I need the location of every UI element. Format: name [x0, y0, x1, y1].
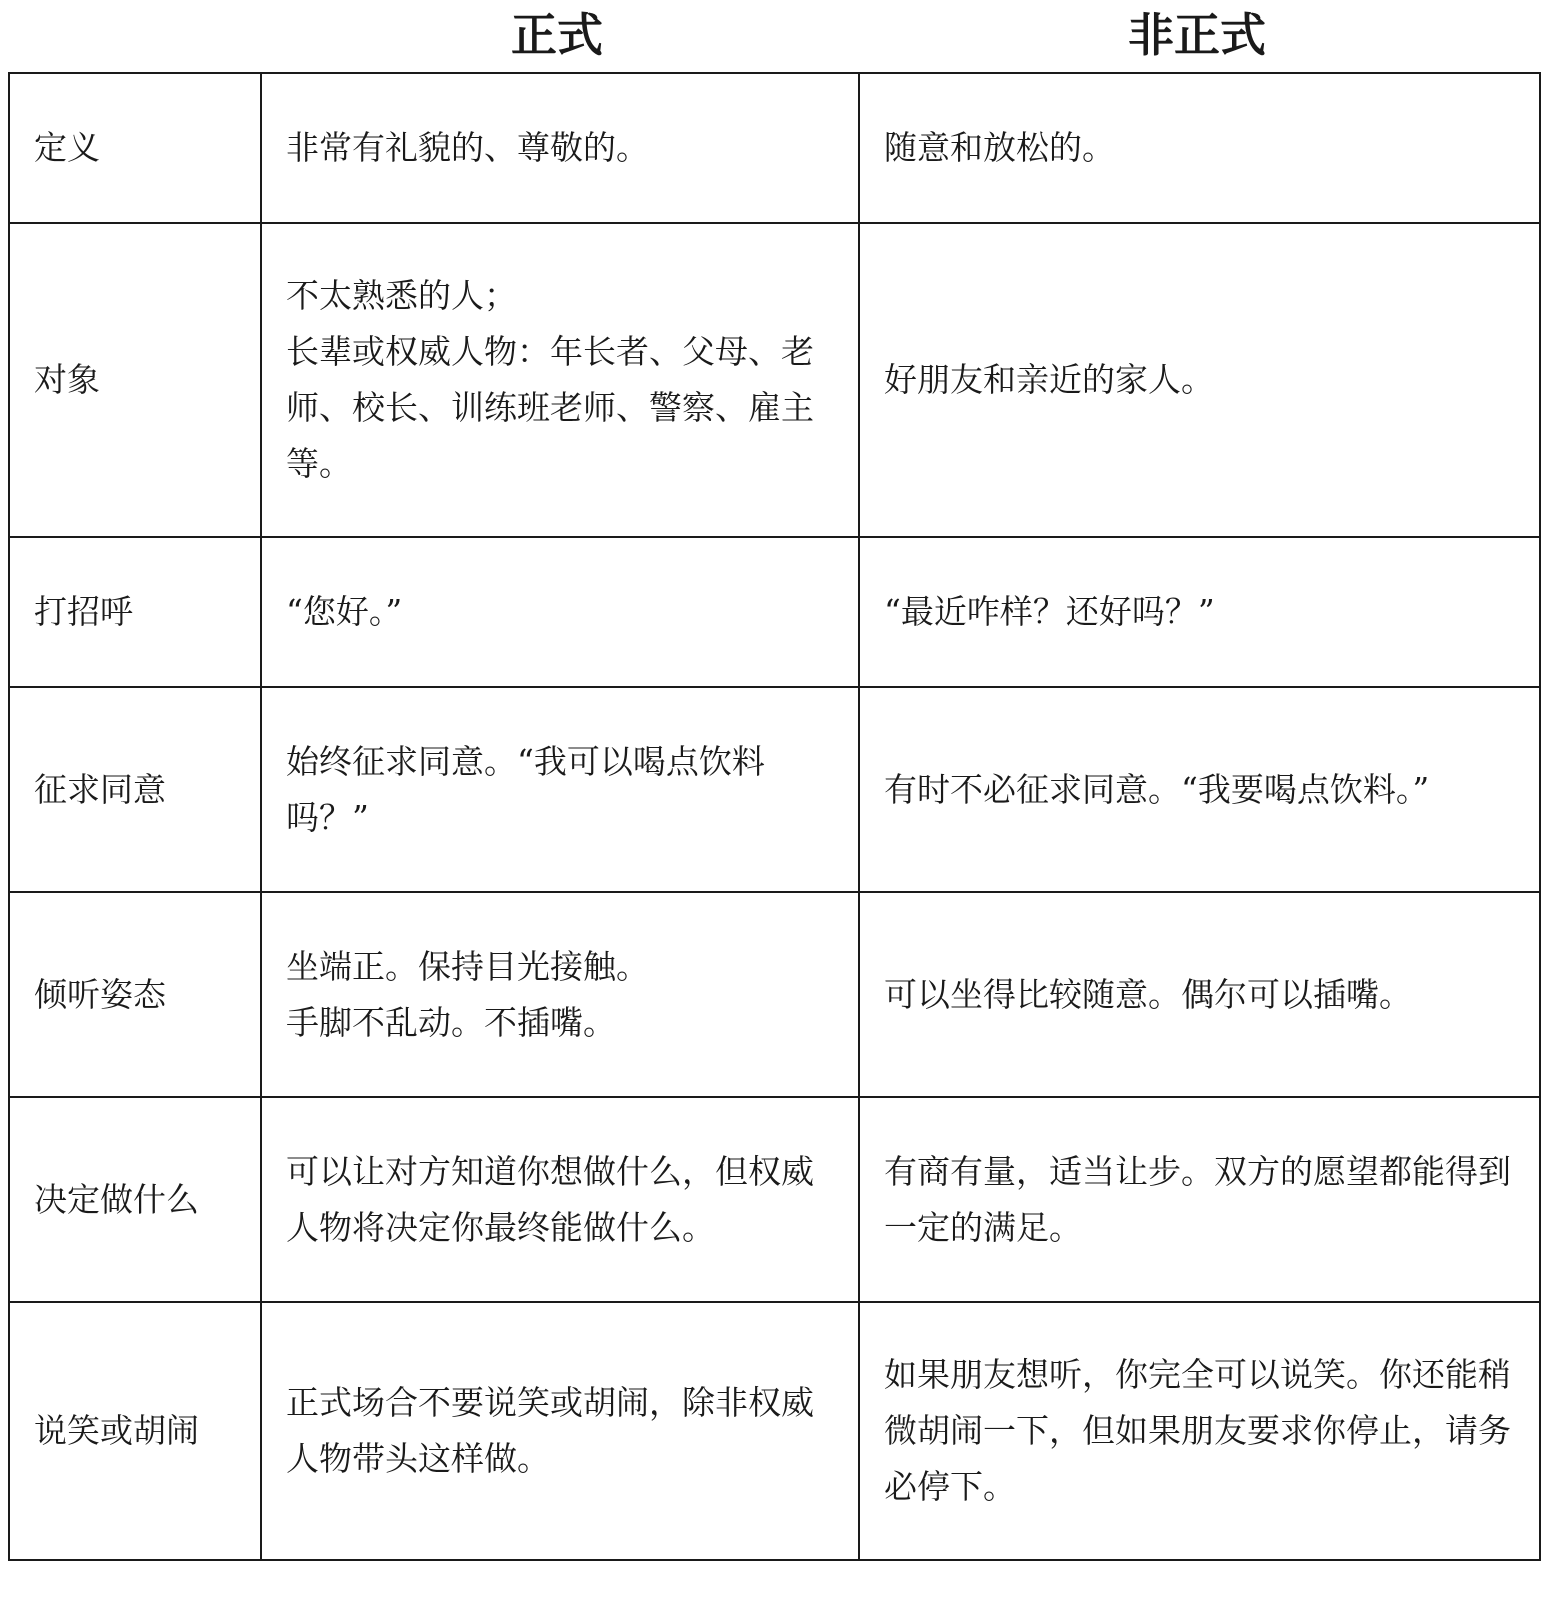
informal-cell [859, 223, 1540, 537]
cell-text: “最近咋样？还好吗？” [884, 592, 1215, 631]
informal-cell [859, 1097, 1540, 1302]
row-label: 决定做什么 [9, 1097, 261, 1302]
row-label: 打招呼 [9, 537, 261, 687]
formal-cell [261, 223, 859, 537]
row-label: 说笑或胡闹 [9, 1302, 261, 1560]
cell-text: 随意和放松的。 [884, 128, 1115, 167]
cell-text: 有商有量，适当让步。双方的愿望都能得到一定的满足。 [884, 1151, 1511, 1247]
informal-cell [859, 73, 1540, 223]
formal-cell [261, 1097, 859, 1302]
comparison-table [8, 72, 1541, 1561]
table-row-listening [9, 892, 1540, 1097]
column-header-formal: 正式 [511, 8, 603, 62]
cell-text: 不太熟悉的人； [286, 276, 517, 315]
cell-text: 长辈或权威人物：年长者、父母、老师、校长、训练班老师、警察、雇主等。 [286, 332, 814, 483]
informal-cell [859, 1302, 1540, 1560]
cell-text: 好朋友和亲近的家人。 [884, 360, 1214, 399]
informal-cell [859, 687, 1540, 892]
cell-text: 非常有礼貌的、尊敬的。 [286, 128, 649, 167]
row-label: 对象 [9, 223, 261, 537]
formal-cell [261, 892, 859, 1097]
table-row-definition [9, 73, 1540, 223]
column-header-informal: 非正式 [1128, 8, 1266, 62]
informal-cell [859, 892, 1540, 1097]
row-label: 定义 [9, 73, 261, 223]
cell-text: 可以坐得比较随意。偶尔可以插嘴。 [884, 974, 1412, 1014]
row-label: 征求同意 [9, 687, 261, 892]
formal-cell [261, 1302, 859, 1560]
table-row-decision [9, 1097, 1540, 1302]
formal-cell [261, 537, 859, 687]
table-row-permission [9, 687, 1540, 892]
table-row-greeting [9, 537, 1540, 687]
table-header [0, 0, 1546, 72]
cell-text: 有时不必征求同意。“我要喝点饮料。” [884, 769, 1430, 809]
cell-text: 如果朋友想听，你完全可以说笑。你还能稍微胡闹一下，但如果朋友要求你停止，请务必停下。 [884, 1355, 1511, 1506]
formal-cell [261, 73, 859, 223]
formal-cell [261, 687, 859, 892]
cell-text: 始终征求同意。“我可以喝点饮料吗？” [286, 741, 765, 837]
cell-text: 坐端正。保持目光接触。 [286, 946, 649, 986]
cell-text: 手脚不乱动。不插嘴。 [286, 1002, 616, 1042]
cell-text: 正式场合不要说笑或胡闹，除非权威人物带头这样做。 [286, 1383, 814, 1478]
cell-text: “您好。” [286, 592, 403, 631]
table-row-joking [9, 1302, 1540, 1560]
table-row-audience [9, 223, 1540, 537]
informal-cell [859, 537, 1540, 687]
row-label: 倾听姿态 [9, 892, 261, 1097]
cell-text: 可以让对方知道你想做什么，但权威人物将决定你最终能做什么。 [286, 1151, 814, 1247]
